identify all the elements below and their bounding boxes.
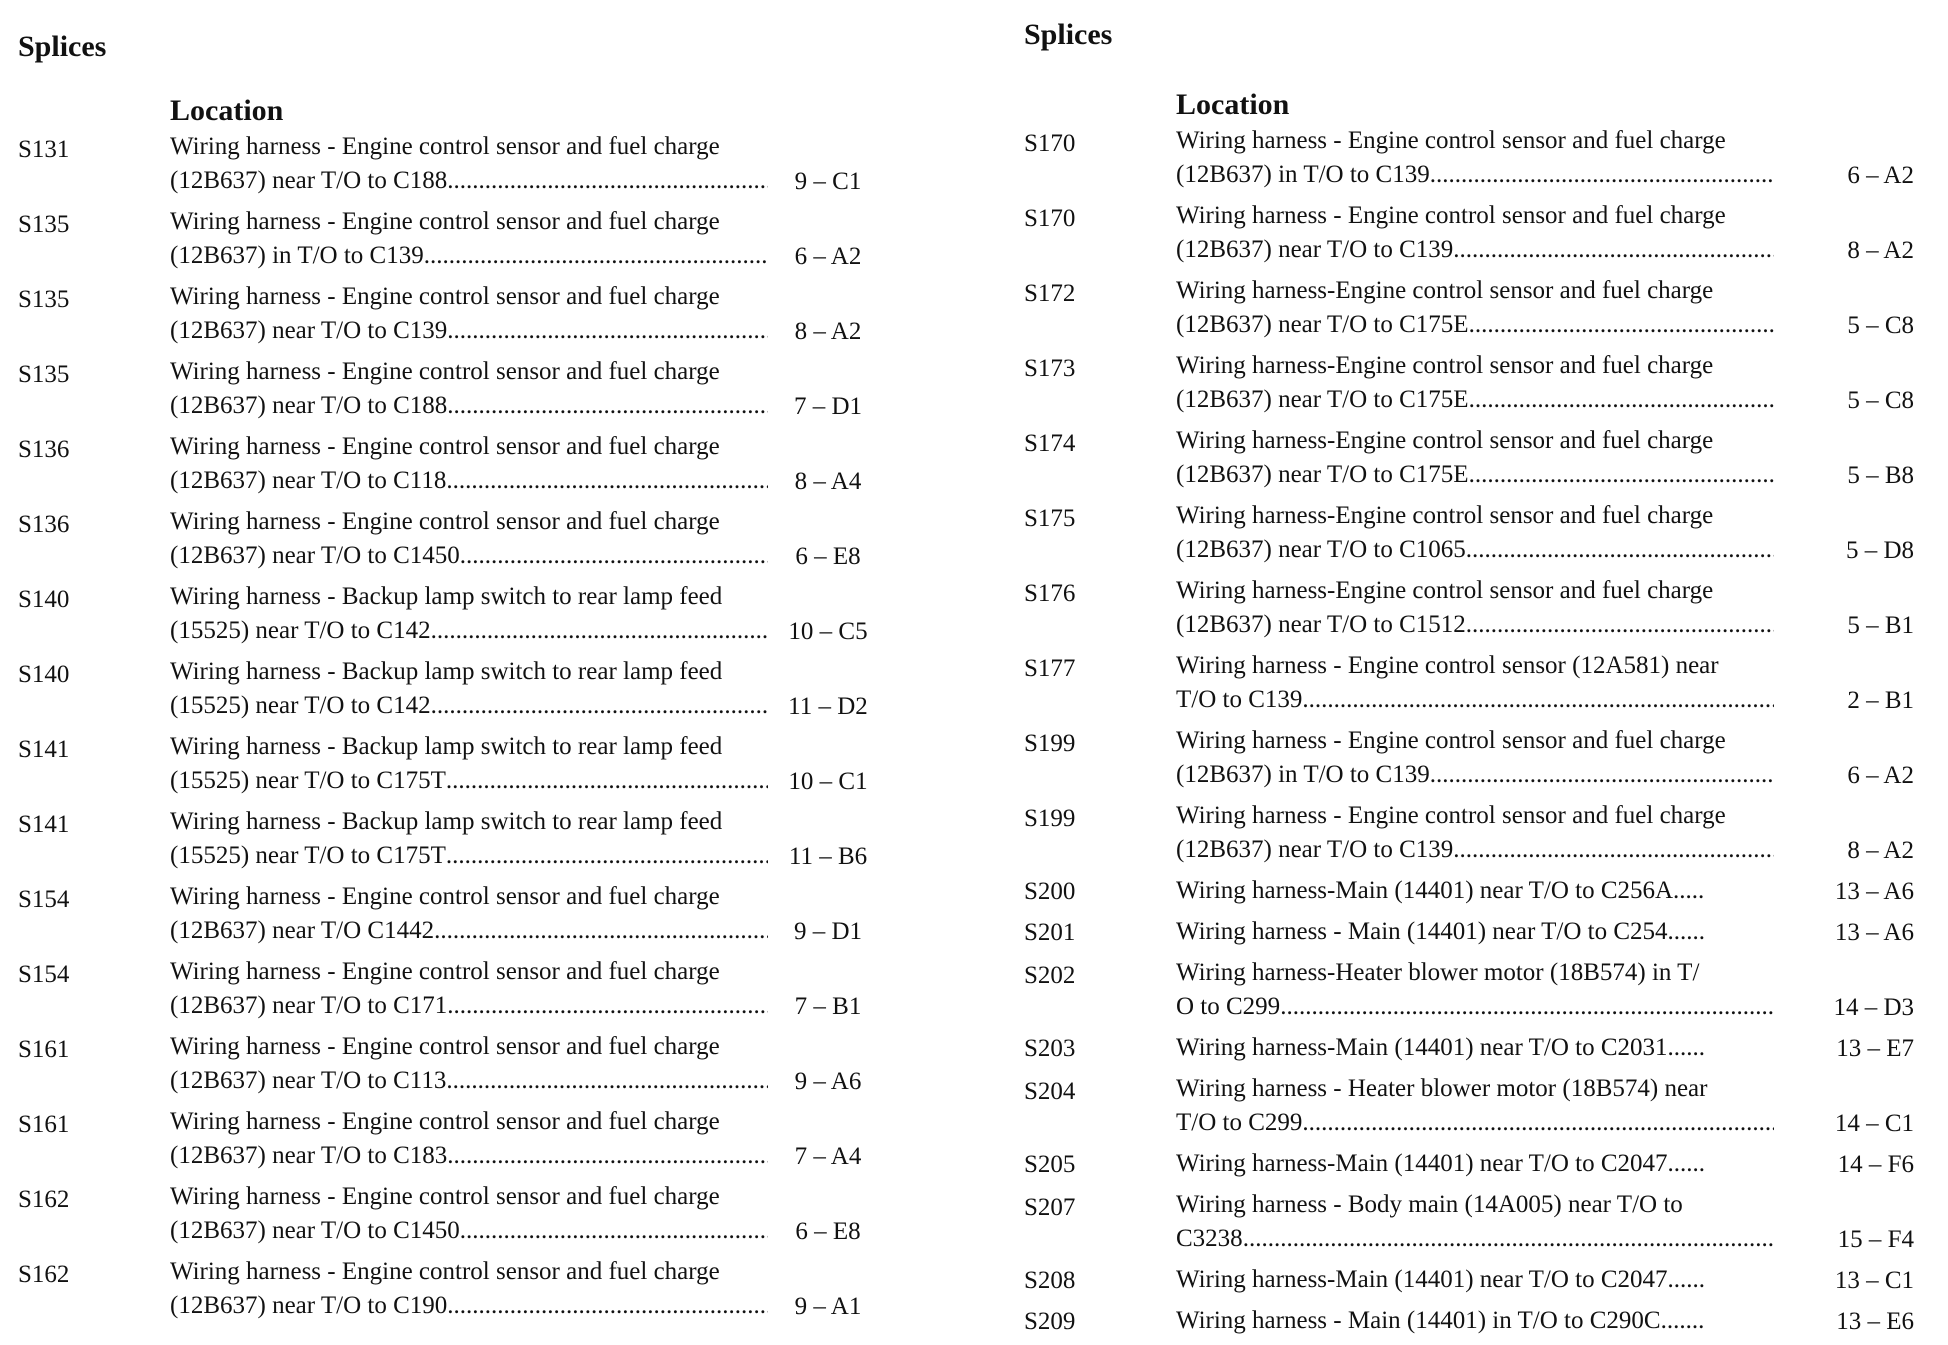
location-line-2 bbox=[1176, 158, 1774, 192]
location-line-2-text: (12B637) near T/O to C118 bbox=[170, 467, 447, 494]
splice-row bbox=[18, 580, 940, 655]
splice-location bbox=[1176, 199, 1774, 267]
dot-leader bbox=[1302, 1106, 1774, 1140]
splice-code: S172 bbox=[1024, 280, 1076, 307]
dot-leader bbox=[460, 539, 768, 573]
location-line-2 bbox=[1176, 233, 1774, 267]
grid-reference: 6 – E8 bbox=[795, 543, 861, 570]
splice-location bbox=[1176, 1263, 1774, 1297]
location-line-1: Wiring harness-Engine control sensor and fuel charge bbox=[1176, 277, 1714, 304]
location-line-1: Wiring harness - Engine control sensor and fuel charge bbox=[170, 958, 720, 985]
dot-leader bbox=[1469, 458, 1774, 492]
splice-row bbox=[1024, 915, 1944, 956]
dot-leader bbox=[431, 689, 768, 723]
splice-location bbox=[170, 205, 768, 273]
grid-reference: 13 – C1 bbox=[1834, 1267, 1914, 1294]
splice-code: S199 bbox=[1024, 805, 1076, 832]
grid-reference: 6 – A2 bbox=[794, 243, 862, 270]
location-line-2-text: (15525) near T/O to C142 bbox=[170, 617, 431, 644]
location-line-2-text: (12B637) near T/O to C139 bbox=[1176, 236, 1454, 263]
dot-leader bbox=[1469, 383, 1774, 417]
dot-leader bbox=[1430, 158, 1774, 192]
splice-location bbox=[1176, 349, 1774, 417]
location-line-2-text: (12B637) near T/O to C1450 bbox=[170, 542, 460, 569]
location-line-2-text: (12B637) near T/O to C1065 bbox=[1176, 536, 1466, 563]
grid-reference: 9 – A1 bbox=[794, 1293, 862, 1320]
location-line-2 bbox=[1176, 383, 1774, 417]
grid-reference: 5 – C8 bbox=[1847, 312, 1914, 339]
splice-row bbox=[18, 1030, 940, 1105]
location-line-1: Wiring harness - Backup lamp switch to rear lamp feed bbox=[170, 733, 723, 760]
splice-location bbox=[1176, 799, 1774, 867]
grid-reference: 13 – E6 bbox=[1836, 1308, 1914, 1335]
grid-reference: 11 – B6 bbox=[788, 843, 868, 870]
splice-location bbox=[1176, 424, 1774, 492]
splice-row bbox=[18, 880, 940, 955]
location-line-2 bbox=[170, 1289, 768, 1323]
location-line-2-text: C3238 bbox=[1176, 1225, 1243, 1252]
location-line-2 bbox=[170, 539, 768, 573]
location-line-1: Wiring harness - Backup lamp switch to rear lamp feed bbox=[170, 658, 723, 685]
location-line-1: Wiring harness - Engine control sensor and fuel charge bbox=[170, 883, 720, 910]
dot-leader bbox=[446, 764, 768, 798]
location-line-1: Wiring harness - Engine control sensor and fuel charge bbox=[170, 208, 720, 235]
location-line-2-text: (12B637) near T/O to C190 bbox=[170, 1292, 448, 1319]
grid-reference: 13 – A6 bbox=[1834, 878, 1914, 905]
grid-reference: 15 – F4 bbox=[1837, 1226, 1914, 1253]
splice-location bbox=[170, 655, 768, 723]
location-line-2-text: (12B637) near T/O to C1450 bbox=[170, 1217, 460, 1244]
splice-row bbox=[18, 730, 940, 805]
location-line-2 bbox=[170, 989, 768, 1023]
splice-location bbox=[1176, 649, 1774, 717]
location-line-1: Wiring harness - Engine control sensor and fuel charge bbox=[170, 1258, 720, 1285]
location-line-1: Wiring harness - Engine control sensor (12A581) near bbox=[1176, 652, 1719, 679]
dot-leader bbox=[446, 839, 768, 873]
location-line-2-text: (12B637) in T/O to C139 bbox=[1176, 761, 1430, 788]
location-line-1: Wiring harness - Main (14401) in T/O to C290C....... bbox=[1176, 1307, 1705, 1334]
location-line-1: Wiring harness-Heater blower motor (18B574) in T/ bbox=[1176, 959, 1700, 986]
location-heading: Location bbox=[170, 94, 284, 127]
grid-reference: 7 – A4 bbox=[794, 1143, 862, 1170]
location-line-2 bbox=[170, 689, 768, 723]
location-line-1: Wiring harness-Engine control sensor and fuel charge bbox=[1176, 427, 1714, 454]
location-line-1: Wiring harness - Backup lamp switch to rear lamp feed bbox=[170, 808, 723, 835]
grid-reference: 9 – D1 bbox=[793, 918, 863, 945]
location-line-1: Wiring harness - Engine control sensor and fuel charge bbox=[170, 1183, 720, 1210]
location-line-1: Wiring harness-Engine control sensor and fuel charge bbox=[1176, 502, 1714, 529]
location-line-2 bbox=[170, 389, 768, 423]
dot-leader bbox=[1243, 1222, 1774, 1256]
splice-code: S154 bbox=[18, 886, 70, 913]
splice-row bbox=[18, 1105, 940, 1180]
splice-row bbox=[1024, 349, 1944, 424]
location-line-2 bbox=[170, 614, 768, 648]
splice-location bbox=[1176, 956, 1774, 1024]
dot-leader bbox=[447, 1139, 768, 1173]
location-line-2-text: O to C299 bbox=[1176, 993, 1281, 1020]
splice-code: S135 bbox=[18, 211, 70, 238]
dot-leader bbox=[1453, 233, 1774, 267]
grid-reference: 7 – B1 bbox=[794, 993, 862, 1020]
splice-row bbox=[1024, 1072, 1944, 1147]
grid-reference: 8 – A2 bbox=[1847, 237, 1914, 264]
location-line-2-text: (12B637) near T/O to C188 bbox=[170, 392, 448, 419]
dot-leader bbox=[446, 464, 768, 498]
splice-code: S204 bbox=[1024, 1078, 1076, 1105]
location-line-1: Wiring harness - Heater blower motor (18B574) near bbox=[1176, 1075, 1708, 1102]
grid-reference: 2 – B1 bbox=[1847, 687, 1914, 714]
location-line-1: Wiring harness - Body main (14A005) near T/O to bbox=[1176, 1191, 1683, 1218]
location-line-2 bbox=[170, 164, 768, 198]
grid-reference: 13 – A6 bbox=[1834, 919, 1914, 946]
splice-location bbox=[170, 1105, 768, 1173]
location-line-1: Wiring harness - Engine control sensor and fuel charge bbox=[170, 433, 720, 460]
grid-reference: 5 – D8 bbox=[1845, 537, 1914, 564]
splice-row bbox=[1024, 1147, 1944, 1188]
location-line-2-text: T/O to C299 bbox=[1176, 1109, 1303, 1136]
splice-location bbox=[170, 1255, 768, 1323]
splice-location bbox=[1176, 1188, 1774, 1256]
splice-location bbox=[170, 955, 768, 1023]
grid-reference: 6 – A2 bbox=[1847, 762, 1914, 789]
splice-code: S199 bbox=[1024, 730, 1076, 757]
grid-reference: 5 – C8 bbox=[1847, 387, 1914, 414]
splice-code: S208 bbox=[1024, 1267, 1076, 1294]
splice-location bbox=[170, 505, 768, 573]
splice-row bbox=[1024, 799, 1944, 874]
splice-row bbox=[1024, 1031, 1944, 1072]
grid-reference: 5 – B8 bbox=[1847, 462, 1914, 489]
left-column bbox=[18, 0, 940, 1330]
splice-location bbox=[1176, 574, 1774, 642]
dot-leader bbox=[447, 314, 768, 348]
grid-reference: 14 – D3 bbox=[1833, 994, 1914, 1021]
dot-leader bbox=[1466, 533, 1774, 567]
splice-code: S176 bbox=[1024, 580, 1076, 607]
location-line-2-text: T/O to C139 bbox=[1176, 686, 1303, 713]
location-heading: Location bbox=[1176, 88, 1290, 121]
splice-row bbox=[1024, 1188, 1944, 1263]
splice-code: S173 bbox=[1024, 355, 1076, 382]
splice-code: S175 bbox=[1024, 505, 1076, 532]
location-line-1: Wiring harness-Engine control sensor and fuel charge bbox=[1176, 577, 1714, 604]
splice-code: S162 bbox=[18, 1186, 70, 1213]
grid-reference: 6 – A2 bbox=[1847, 162, 1914, 189]
splice-location bbox=[1176, 1072, 1774, 1140]
location-line-1: Wiring harness - Backup lamp switch to rear lamp feed bbox=[170, 583, 723, 610]
dot-leader bbox=[1453, 833, 1774, 867]
location-line-2 bbox=[170, 464, 768, 498]
splice-row bbox=[1024, 424, 1944, 499]
splice-code: S202 bbox=[1024, 962, 1076, 989]
location-line-1: Wiring harness - Main (14401) near T/O to C254...... bbox=[1176, 918, 1705, 945]
splice-code: S136 bbox=[18, 436, 70, 463]
splice-code: S161 bbox=[18, 1036, 70, 1063]
location-line-2 bbox=[1176, 308, 1774, 342]
location-line-1: Wiring harness-Main (14401) near T/O to C2031...... bbox=[1176, 1034, 1705, 1061]
splice-code: S207 bbox=[1024, 1194, 1076, 1221]
dot-leader bbox=[424, 239, 768, 273]
dot-leader bbox=[434, 914, 768, 948]
splice-code: S200 bbox=[1024, 878, 1076, 905]
dot-leader bbox=[1302, 683, 1774, 717]
splice-location bbox=[170, 880, 768, 948]
splice-row bbox=[18, 280, 940, 355]
location-line-1: Wiring harness - Engine control sensor and fuel charge bbox=[170, 358, 720, 385]
splice-location bbox=[1176, 1304, 1774, 1338]
location-line-1: Wiring harness - Engine control sensor and fuel charge bbox=[170, 133, 720, 160]
dot-leader bbox=[446, 1064, 768, 1098]
splice-location bbox=[1176, 874, 1774, 908]
location-line-2-text: (12B637) near T/O to C175E bbox=[1176, 461, 1469, 488]
splice-location bbox=[170, 280, 768, 348]
location-line-2-text: (12B637) in T/O to C139 bbox=[1176, 161, 1430, 188]
splice-row bbox=[18, 430, 940, 505]
splice-row bbox=[18, 355, 940, 430]
splice-row bbox=[18, 655, 940, 730]
splice-row bbox=[1024, 499, 1944, 574]
splice-row bbox=[1024, 649, 1944, 724]
location-line-2-text: (15525) near T/O to C175T bbox=[170, 842, 446, 869]
grid-reference: 9 – C1 bbox=[794, 168, 862, 195]
grid-reference: 10 – C1 bbox=[788, 768, 868, 795]
splice-location bbox=[170, 355, 768, 423]
splice-list bbox=[1024, 124, 1944, 1345]
dot-leader bbox=[460, 1214, 768, 1248]
right-column bbox=[1024, 0, 1944, 1345]
location-line-2-text: (12B637) near T/O to C139 bbox=[170, 317, 448, 344]
splice-row bbox=[1024, 124, 1944, 199]
splice-code: S140 bbox=[18, 586, 70, 613]
location-line-2 bbox=[1176, 833, 1774, 867]
location-line-2 bbox=[170, 764, 768, 798]
splice-code: S205 bbox=[1024, 1151, 1076, 1178]
splice-code: S162 bbox=[18, 1261, 70, 1288]
location-line-1: Wiring harness - Engine control sensor and fuel charge bbox=[1176, 127, 1726, 154]
splice-row bbox=[18, 1180, 940, 1255]
location-line-1: Wiring harness-Main (14401) near T/O to C2047...... bbox=[1176, 1266, 1705, 1293]
location-line-1: Wiring harness - Engine control sensor and fuel charge bbox=[1176, 727, 1726, 754]
location-line-1: Wiring harness - Engine control sensor and fuel charge bbox=[170, 508, 720, 535]
splice-location bbox=[170, 730, 768, 798]
location-line-2 bbox=[170, 1064, 768, 1098]
location-line-2 bbox=[170, 1139, 768, 1173]
grid-reference: 7 – D1 bbox=[793, 393, 863, 420]
location-line-2-text: (12B637) near T/O to C1512 bbox=[1176, 611, 1466, 638]
location-line-2 bbox=[1176, 458, 1774, 492]
splice-list bbox=[18, 130, 940, 1330]
location-line-2-text: (12B637) near T/O to C175E bbox=[1176, 386, 1469, 413]
splice-code: S135 bbox=[18, 286, 70, 313]
location-line-2 bbox=[1176, 990, 1774, 1024]
splice-code: S154 bbox=[18, 961, 70, 988]
grid-reference: 11 – D2 bbox=[788, 693, 868, 720]
location-line-2-text: (12B637) near T/O to C113 bbox=[170, 1067, 447, 1094]
splice-location bbox=[1176, 274, 1774, 342]
dot-leader bbox=[447, 989, 768, 1023]
location-line-2 bbox=[1176, 758, 1774, 792]
dot-leader bbox=[1466, 608, 1774, 642]
splice-row bbox=[1024, 274, 1944, 349]
location-line-2-text: (15525) near T/O to C175T bbox=[170, 767, 446, 794]
dot-leader bbox=[431, 614, 768, 648]
dot-leader bbox=[1469, 308, 1774, 342]
location-line-2 bbox=[170, 1214, 768, 1248]
location-line-1: Wiring harness - Engine control sensor and fuel charge bbox=[170, 1033, 720, 1060]
splice-code: S177 bbox=[1024, 655, 1076, 682]
splice-row bbox=[18, 130, 940, 205]
splice-code: S174 bbox=[1024, 430, 1076, 457]
splice-code: S203 bbox=[1024, 1035, 1076, 1062]
section-heading: Splices bbox=[18, 30, 107, 63]
splice-row bbox=[18, 205, 940, 280]
grid-reference: 10 – C5 bbox=[788, 618, 868, 645]
splice-code: S140 bbox=[18, 661, 70, 688]
location-line-2 bbox=[1176, 1106, 1774, 1140]
splice-code: S161 bbox=[18, 1111, 70, 1138]
location-line-1: Wiring harness - Engine control sensor and fuel charge bbox=[1176, 202, 1726, 229]
splice-location bbox=[1176, 499, 1774, 567]
location-line-2-text: (12B637) near T/O C1442 bbox=[170, 917, 435, 944]
grid-reference: 8 – A4 bbox=[794, 468, 862, 495]
dot-leader bbox=[1280, 990, 1774, 1024]
grid-reference: 14 – F6 bbox=[1837, 1151, 1914, 1178]
location-line-2-text: (12B637) in T/O to C139 bbox=[170, 242, 424, 269]
splice-code: S131 bbox=[18, 136, 70, 163]
splice-location bbox=[170, 1030, 768, 1098]
splice-location bbox=[170, 580, 768, 648]
splice-row bbox=[1024, 956, 1944, 1031]
location-line-1: Wiring harness - Engine control sensor and fuel charge bbox=[170, 283, 720, 310]
splice-row bbox=[1024, 574, 1944, 649]
splice-row bbox=[18, 805, 940, 880]
splice-location bbox=[170, 430, 768, 498]
splice-row bbox=[18, 955, 940, 1030]
grid-reference: 6 – E8 bbox=[795, 1218, 861, 1245]
grid-reference: 8 – A2 bbox=[1847, 837, 1914, 864]
location-line-1: Wiring harness - Engine control sensor and fuel charge bbox=[170, 1108, 720, 1135]
location-line-1: Wiring harness-Engine control sensor and fuel charge bbox=[1176, 352, 1714, 379]
location-line-2 bbox=[1176, 683, 1774, 717]
splice-row bbox=[1024, 199, 1944, 274]
dot-leader bbox=[447, 1289, 768, 1323]
splice-location bbox=[1176, 1031, 1774, 1065]
splice-code: S209 bbox=[1024, 1308, 1076, 1335]
location-line-2 bbox=[170, 914, 768, 948]
location-line-2-text: (12B637) near T/O to C139 bbox=[1176, 836, 1454, 863]
splice-row bbox=[18, 1255, 940, 1330]
splice-location bbox=[170, 1180, 768, 1248]
splice-location bbox=[170, 130, 768, 198]
location-line-2-text: (15525) near T/O to C142 bbox=[170, 692, 431, 719]
dot-leader bbox=[447, 164, 768, 198]
grid-reference: 9 – A6 bbox=[794, 1068, 862, 1095]
grid-reference: 8 – A2 bbox=[794, 318, 862, 345]
splice-row bbox=[1024, 1263, 1944, 1304]
dot-leader bbox=[1430, 758, 1774, 792]
location-line-2-text: (12B637) near T/O to C183 bbox=[170, 1142, 448, 1169]
location-line-2 bbox=[170, 239, 768, 273]
splice-code: S170 bbox=[1024, 205, 1076, 232]
grid-reference: 13 – E7 bbox=[1836, 1035, 1914, 1062]
location-line-2 bbox=[1176, 533, 1774, 567]
splice-location bbox=[1176, 124, 1774, 192]
splice-location bbox=[1176, 915, 1774, 949]
section-heading: Splices bbox=[1024, 18, 1113, 51]
location-line-2 bbox=[1176, 1222, 1774, 1256]
splice-code: S141 bbox=[18, 811, 70, 838]
splice-row bbox=[1024, 724, 1944, 799]
splice-row bbox=[18, 505, 940, 580]
location-line-1: Wiring harness-Main (14401) near T/O to C2047...... bbox=[1176, 1150, 1705, 1177]
splice-location bbox=[1176, 724, 1774, 792]
location-line-2 bbox=[170, 314, 768, 348]
splice-code: S136 bbox=[18, 511, 70, 538]
grid-reference: 5 – B1 bbox=[1847, 612, 1914, 639]
location-line-2-text: (12B637) near T/O to C171 bbox=[170, 992, 448, 1019]
splice-row bbox=[1024, 874, 1944, 915]
splice-code: S141 bbox=[18, 736, 70, 763]
location-line-2 bbox=[170, 839, 768, 873]
location-line-2-text: (12B637) near T/O to C188 bbox=[170, 167, 448, 194]
splice-code: S170 bbox=[1024, 130, 1076, 157]
splice-code: S135 bbox=[18, 361, 70, 388]
location-line-2-text: (12B637) near T/O to C175E bbox=[1176, 311, 1469, 338]
splice-code: S201 bbox=[1024, 919, 1076, 946]
location-line-2 bbox=[1176, 608, 1774, 642]
splice-location bbox=[1176, 1147, 1774, 1181]
splice-location bbox=[170, 805, 768, 873]
grid-reference: 14 – C1 bbox=[1834, 1110, 1914, 1137]
dot-leader bbox=[447, 389, 768, 423]
location-line-1: Wiring harness-Main (14401) near T/O to C256A..... bbox=[1176, 877, 1705, 904]
splice-row bbox=[1024, 1304, 1944, 1345]
location-line-1: Wiring harness - Engine control sensor and fuel charge bbox=[1176, 802, 1726, 829]
